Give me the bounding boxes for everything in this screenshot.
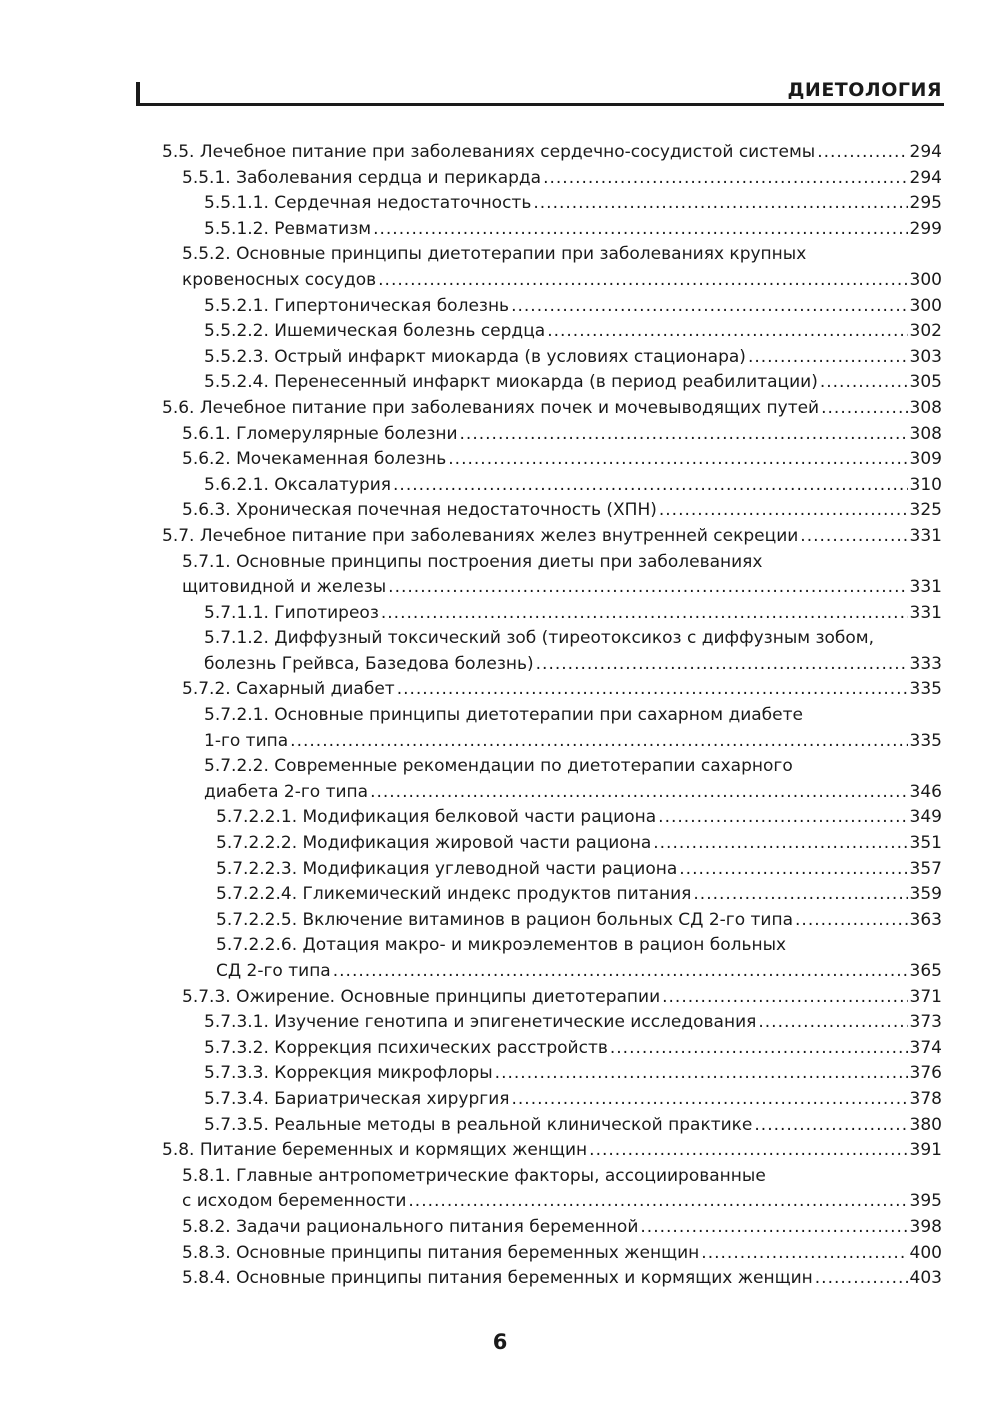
running-header-title: ДИЕТОЛОГИЯ bbox=[787, 79, 942, 101]
toc-entry[interactable] bbox=[0, 294, 1000, 320]
dot-leader bbox=[333, 959, 908, 985]
dot-leader bbox=[589, 1138, 907, 1164]
toc-entry-title: 5.7.1.2. Диффузный токсический зоб (тиреотоксикоз с диффузным зобом, bbox=[204, 628, 875, 649]
toc-entry[interactable] bbox=[0, 985, 1000, 1011]
toc-entry-page: 295 bbox=[909, 193, 942, 214]
toc-entry[interactable] bbox=[0, 1241, 1000, 1267]
toc-entry[interactable] bbox=[0, 1113, 1000, 1139]
toc-entry-page: 294 bbox=[909, 142, 942, 162]
toc-entry-title: 5.8.2. Задачи рационального питания беременной bbox=[182, 1216, 639, 1237]
toc-entry-page: 305 bbox=[909, 372, 942, 393]
toc-entry[interactable] bbox=[0, 1061, 1000, 1087]
toc-entry[interactable] bbox=[0, 217, 1000, 243]
toc-entry-title: 5.7.1. Основные принципы построения диеты при заболеваниях bbox=[182, 551, 763, 572]
toc-entry-title: щитовидной и железы bbox=[182, 577, 387, 598]
toc-entry-page: 309 bbox=[909, 449, 942, 470]
toc-entry-title: 5.7.3. Ожирение. Основные принципы диетотерапии bbox=[182, 986, 661, 1007]
dot-leader bbox=[388, 575, 907, 601]
toc-entry-title: 5.5. Лечебное питание при заболеваниях сердечно-сосудистой системы bbox=[162, 142, 816, 162]
toc-entry[interactable] bbox=[0, 550, 1000, 601]
dot-leader bbox=[460, 422, 908, 448]
header-rule bbox=[136, 103, 944, 106]
toc-entry[interactable] bbox=[0, 345, 1000, 371]
dot-leader bbox=[662, 985, 907, 1011]
toc-entry-page: 335 bbox=[909, 730, 942, 751]
dot-leader bbox=[658, 805, 907, 831]
toc-entry-page: 357 bbox=[909, 858, 942, 879]
toc-entry-page: 380 bbox=[909, 1114, 942, 1135]
dot-leader bbox=[533, 191, 907, 217]
toc-entry-page: 331 bbox=[909, 577, 942, 598]
dot-leader bbox=[640, 1215, 907, 1241]
toc-entry-page: 325 bbox=[909, 500, 942, 521]
dot-leader bbox=[795, 908, 908, 934]
dot-leader bbox=[821, 396, 907, 422]
toc-entry-title: 5.5.2. Основные принципы диетотерапии при заболеваниях крупных bbox=[182, 244, 807, 265]
toc-entry-title: 5.6.1. Гломерулярные болезни bbox=[182, 423, 458, 444]
toc-entry-page: 308 bbox=[909, 397, 942, 418]
toc-entry-page: 335 bbox=[909, 679, 942, 700]
dot-leader bbox=[536, 652, 908, 678]
dot-leader bbox=[820, 370, 908, 396]
toc-entry-title: 5.7.2.2. Современные рекомендации по диетотерапии сахарного bbox=[204, 756, 793, 777]
toc-entry-title: СД 2-го типа bbox=[216, 961, 331, 981]
toc-entry-page: 331 bbox=[909, 525, 942, 546]
dot-leader bbox=[815, 1266, 908, 1292]
toc-entry-title: 5.8.1. Главные антропометрические факторы, ассоциированные bbox=[182, 1165, 766, 1186]
dot-leader bbox=[817, 140, 907, 166]
toc-entry[interactable] bbox=[0, 396, 1000, 422]
toc-entry-title: болезнь Грейвса, Базедова болезнь) bbox=[204, 653, 534, 674]
toc-entry-page: 351 bbox=[909, 833, 942, 854]
dot-leader bbox=[543, 166, 907, 192]
table-of-contents bbox=[0, 140, 1000, 1292]
toc-entry-title: 5.7. Лечебное питание при заболеваниях желез внутренней секреции bbox=[162, 525, 799, 546]
toc-entry[interactable] bbox=[0, 908, 1000, 934]
toc-entry[interactable] bbox=[0, 319, 1000, 345]
toc-entry-page: 371 bbox=[909, 986, 942, 1007]
toc-entry[interactable] bbox=[0, 242, 1000, 293]
toc-entry-page: 395 bbox=[909, 1191, 942, 1212]
dot-leader bbox=[701, 1241, 907, 1267]
dot-leader bbox=[381, 601, 908, 627]
toc-entry-page: 365 bbox=[909, 961, 942, 981]
toc-entry-title: 5.5.1.2. Ревматизм bbox=[204, 218, 372, 239]
toc-entry-page: 300 bbox=[909, 269, 942, 290]
toc-entry-page: 378 bbox=[909, 1088, 942, 1109]
toc-entry-title: кровеносных сосудов bbox=[182, 269, 377, 290]
dot-leader bbox=[495, 1061, 908, 1087]
toc-entry-page: 374 bbox=[909, 1037, 942, 1058]
toc-entry-title: 5.5.2.1. Гипертоническая болезнь bbox=[204, 295, 510, 316]
toc-entry[interactable] bbox=[0, 754, 1000, 805]
toc-entry-page: 349 bbox=[909, 807, 942, 828]
toc-entry[interactable] bbox=[0, 1087, 1000, 1113]
dot-leader bbox=[290, 729, 907, 755]
toc-entry-title: 5.6.2.1. Оксалатурия bbox=[204, 474, 392, 495]
toc-entry[interactable] bbox=[0, 1036, 1000, 1062]
dot-leader bbox=[659, 498, 908, 524]
toc-entry-page: 333 bbox=[909, 653, 942, 674]
toc-entry[interactable] bbox=[0, 857, 1000, 883]
toc-entry[interactable] bbox=[0, 140, 1000, 166]
toc-entry-title: 5.7.2.2.5. Включение витаминов в рацион больных СД 2-го типа bbox=[216, 909, 794, 930]
toc-entry-title: 5.5.1.1. Сердечная недостаточность bbox=[204, 193, 532, 214]
toc-entry-title: 5.7.3.5. Реальные методы в реальной клинической практике bbox=[204, 1114, 753, 1135]
toc-entry[interactable] bbox=[0, 1266, 1000, 1292]
dot-leader bbox=[373, 217, 907, 243]
toc-entry-title: 5.7.3.3. Коррекция микрофлоры bbox=[204, 1063, 493, 1084]
toc-entry-title: 5.5.1. Заболевания сердца и перикарда bbox=[182, 167, 542, 188]
dot-leader bbox=[378, 268, 907, 294]
dot-leader bbox=[800, 524, 907, 550]
toc-entry-title: 5.7.2.2.4. Гликемический индекс продуктов питания bbox=[216, 884, 692, 905]
toc-entry-page: 363 bbox=[909, 909, 942, 930]
toc-entry[interactable] bbox=[0, 524, 1000, 550]
toc-entry-title: 5.8.3. Основные принципы питания беременных женщин bbox=[182, 1242, 700, 1263]
toc-entry-title: 5.8.4. Основные принципы питания беременных и кормящих женщин bbox=[182, 1268, 813, 1289]
toc-entry-title: 5.5.2.2. Ишемическая болезнь сердца bbox=[204, 321, 546, 342]
toc-entry-page: 331 bbox=[909, 602, 942, 623]
toc-entry-title: 5.6.2. Мочекаменная болезнь bbox=[182, 449, 447, 470]
toc-entry[interactable] bbox=[0, 703, 1000, 754]
toc-entry-page: 308 bbox=[909, 423, 942, 444]
toc-entry-title: диабета 2-го типа bbox=[204, 781, 369, 802]
toc-entry-page: 403 bbox=[909, 1268, 942, 1289]
toc-entry-page: 302 bbox=[909, 321, 942, 342]
toc-entry-title: 5.7.2.2.3. Модификация углеводной части рациона bbox=[216, 858, 678, 879]
toc-entry[interactable] bbox=[0, 805, 1000, 831]
toc-entry-title: 5.7.2.2.2. Модификация жировой части рациона bbox=[216, 833, 652, 854]
toc-entry-page: 359 bbox=[909, 884, 942, 905]
toc-entry[interactable] bbox=[0, 191, 1000, 217]
toc-entry[interactable] bbox=[0, 166, 1000, 192]
toc-entry[interactable] bbox=[0, 1010, 1000, 1036]
toc-entry-title: с исходом беременности bbox=[182, 1191, 407, 1212]
dot-leader bbox=[448, 447, 907, 473]
toc-entry-title: 5.7.2. Сахарный диабет bbox=[182, 679, 395, 700]
page-number: 6 bbox=[492, 1330, 508, 1354]
toc-entry-page: 303 bbox=[909, 346, 942, 367]
toc-entry-title: 5.5.2.3. Острый инфаркт миокарда (в условиях стационара) bbox=[204, 346, 746, 367]
toc-entry-page: 346 bbox=[909, 781, 942, 802]
dot-leader bbox=[408, 1189, 907, 1215]
toc-entry-title: 5.7.1.1. Гипотиреоз bbox=[204, 602, 379, 623]
toc-entry-page: 373 bbox=[909, 1012, 942, 1033]
toc-entry-title: 5.5.2.4. Перенесенный инфаркт миокарда (в период реабилитации) bbox=[204, 372, 818, 393]
toc-entry[interactable] bbox=[0, 1164, 1000, 1215]
dot-leader bbox=[653, 831, 907, 857]
dot-leader bbox=[397, 677, 908, 703]
toc-entry-title: 5.7.2.2.1. Модификация белковой части рациона bbox=[216, 807, 657, 828]
toc-entry-title: 5.8. Питание беременных и кормящих женщин bbox=[162, 1140, 588, 1161]
dot-leader bbox=[547, 319, 907, 345]
toc-entry[interactable] bbox=[0, 601, 1000, 627]
dot-leader bbox=[512, 1087, 908, 1113]
dot-leader bbox=[748, 345, 908, 371]
toc-entry-title: 5.7.2.1. Основные принципы диетотерапии при сахарном диабете bbox=[204, 705, 803, 726]
dot-leader bbox=[754, 1113, 907, 1139]
toc-entry[interactable] bbox=[0, 422, 1000, 448]
toc-entry-page: 398 bbox=[909, 1216, 942, 1237]
toc-entry[interactable] bbox=[0, 370, 1000, 396]
toc-entry-page: 294 bbox=[909, 167, 942, 188]
toc-entry[interactable] bbox=[0, 677, 1000, 703]
toc-entry[interactable] bbox=[0, 831, 1000, 857]
toc-entry-page: 391 bbox=[909, 1140, 942, 1161]
dot-leader bbox=[693, 882, 907, 908]
dot-leader bbox=[393, 473, 908, 499]
dot-leader bbox=[610, 1036, 908, 1062]
toc-entry[interactable] bbox=[0, 933, 1000, 984]
dot-leader bbox=[511, 294, 907, 320]
toc-entry-page: 300 bbox=[909, 295, 942, 316]
toc-entry-page: 299 bbox=[909, 218, 942, 239]
toc-entry[interactable] bbox=[0, 1215, 1000, 1241]
dot-leader bbox=[679, 857, 907, 883]
toc-entry[interactable] bbox=[0, 498, 1000, 524]
toc-entry-page: 376 bbox=[909, 1063, 942, 1084]
toc-entry[interactable] bbox=[0, 882, 1000, 908]
toc-entry-title: 5.7.3.1. Изучение генотипа и эпигенетические исследования bbox=[204, 1012, 757, 1033]
toc-entry-title: 5.6. Лечебное питание при заболеваниях почек и мочевыводящих путей bbox=[162, 397, 820, 418]
toc-entry[interactable] bbox=[0, 1138, 1000, 1164]
toc-entry-title: 5.7.3.2. Коррекция психических расстройств bbox=[204, 1037, 608, 1058]
toc-entry[interactable] bbox=[0, 447, 1000, 473]
dot-leader bbox=[758, 1010, 907, 1036]
toc-entry-page: 310 bbox=[909, 474, 942, 495]
toc-entry-title: 5.7.3.4. Бариатрическая хирургия bbox=[204, 1088, 510, 1109]
toc-entry-title: 5.6.3. Хроническая почечная недостаточность (ХПН) bbox=[182, 500, 657, 521]
dot-leader bbox=[370, 780, 907, 806]
toc-entry-page: 400 bbox=[909, 1242, 942, 1263]
toc-entry[interactable] bbox=[0, 473, 1000, 499]
toc-entry[interactable] bbox=[0, 626, 1000, 677]
toc-entry-title: 1-го типа bbox=[204, 730, 289, 751]
toc-entry-title: 5.7.2.2.6. Дотация макро- и микроэлементов в рацион больных bbox=[216, 935, 787, 956]
